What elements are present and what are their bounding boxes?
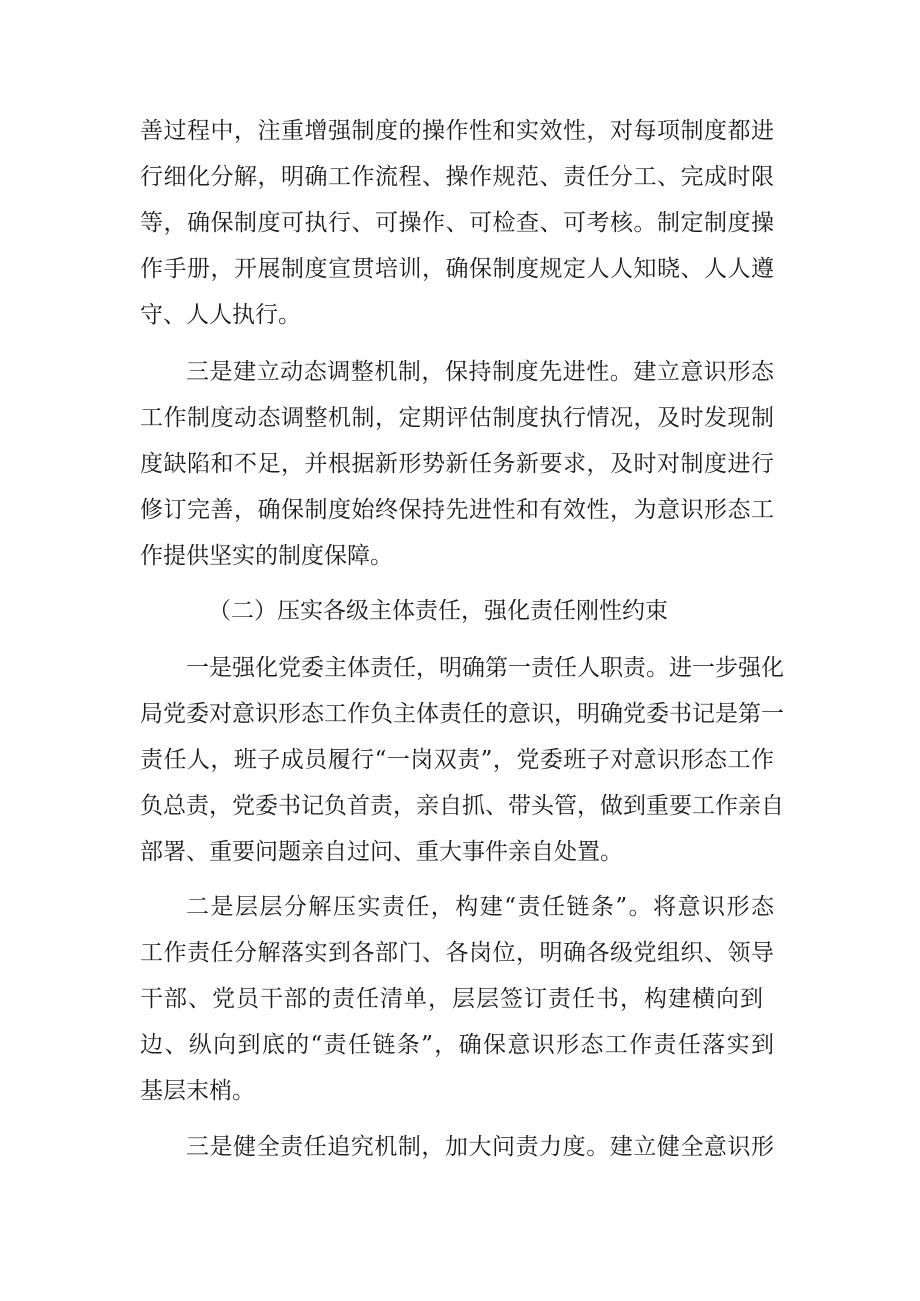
paragraph-line: 度缺陷和不足，并根据新形势新任务新要求，及时对制度进行 [140,451,774,477]
paragraph-line: 作手册，开展制度宣贯培训，确保制度规定人人知晓、人人遵 [140,256,774,282]
paragraph-line: 行细化分解，明确工作流程、操作规范、责任分工、完成时限 [140,164,774,190]
paragraph-line: 善过程中，注重增强制度的操作性和实效性，对每项制度都进 [140,118,774,144]
paragraph-line: 基层末梢。 [140,1078,255,1104]
paragraph-line: 一是强化党委主体责任，明确第一责任人职责。进一步强化 [186,655,784,681]
paragraph-line: 责任人，班子成员履行“一岗双责”，党委班子对意识形态工作 [140,747,774,773]
paragraph-line: 工作责任分解落实到各部门、各岗位，明确各级党组织、领导 [140,940,774,966]
paragraph-line: 修订完善，确保制度始终保持先进性和有效性，为意识形态工 [140,497,774,523]
paragraph-line: 负总责，党委书记负首责，亲自抓、带头管，做到重要工作亲自 [140,793,784,819]
paragraph-line: 局党委对意识形态工作负主体责任的意识，明确党委书记是第一 [140,701,784,727]
paragraph-line: 作提供坚实的制度保障。 [140,543,393,569]
paragraph-line: 守、人人执行。 [140,302,301,328]
paragraph-line: 干部、党员干部的责任清单，层层签订责任书，构建横向到 [140,986,764,1012]
paragraph-line: 二是层层分解压实责任，构建“责任链条”。将意识形态 [186,894,774,920]
paragraph-line: 三是建立动态调整机制，保持制度先进性。建立意识形态 [186,359,774,385]
paragraph-line: 等，确保制度可执行、可操作、可检查、可考核。制定制度操 [140,210,774,236]
paragraph-line: 三是健全责任追究机制，加大问责力度。建立健全意识形 [186,1134,774,1160]
paragraph-line: 边、纵向到底的“责任链条”，确保意识形态工作责任落实到 [140,1032,774,1058]
section-heading: （二）压实各级主体责任，强化责任刚性约束 [208,598,668,624]
paragraph-line: 工作制度动态调整机制，定期评估制度执行情况，及时发现制 [140,405,774,431]
paragraph-line: 部署、重要问题亲自过问、重大事件亲自处置。 [140,839,623,865]
